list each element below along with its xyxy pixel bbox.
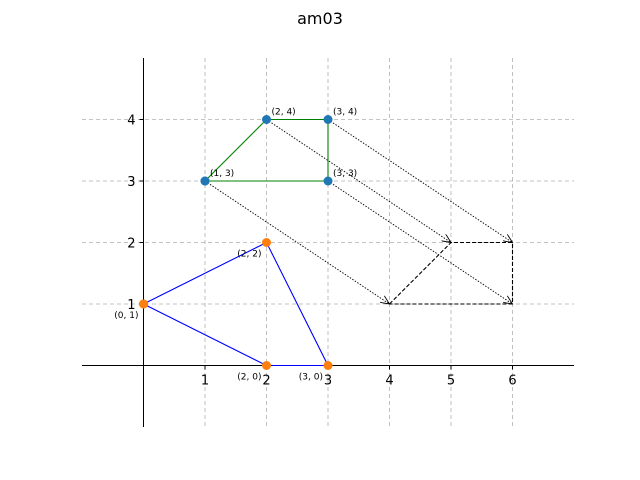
blue-polygon-marker: [262, 361, 271, 370]
transformed-polygon-line: [390, 243, 513, 305]
grid-layer: [82, 58, 574, 427]
x-tick-label: 4: [385, 373, 394, 389]
chart-title: am03: [297, 9, 343, 28]
ticks-layer: [127, 114, 516, 389]
point-label: (2, 2): [237, 249, 262, 260]
point-label: (2, 0): [237, 372, 262, 383]
labels-layer: [114, 108, 357, 383]
y-tick-label: 1: [127, 298, 136, 313]
point-label: (1, 3): [210, 169, 235, 179]
x-tick-label: 6: [508, 373, 517, 389]
x-tick-label: 3: [323, 373, 333, 389]
point-label: (0, 1): [114, 311, 139, 321]
green-polygon-marker: [324, 115, 333, 124]
green-polygon-marker: [262, 115, 271, 124]
x-tick-label: 1: [200, 373, 210, 389]
point-label: (3, 4): [333, 107, 358, 118]
blue-polygon-marker: [139, 300, 148, 309]
y-tick-label: 3: [127, 175, 136, 190]
green-polygon-marker: [201, 177, 210, 186]
point-label: (2, 4): [271, 107, 296, 118]
blue-polygon-marker: [324, 361, 333, 370]
y-tick-label: 4: [127, 113, 136, 129]
x-tick-label: 5: [446, 373, 456, 389]
point-label: (3, 3): [333, 169, 358, 179]
blue-polygon-marker: [262, 238, 271, 247]
arrows-layer: [205, 120, 513, 305]
green-polygon-marker: [324, 177, 333, 186]
x-tick-label: 2: [262, 373, 271, 389]
y-tick-label: 2: [127, 236, 136, 252]
point-label: (3, 0): [298, 372, 323, 383]
